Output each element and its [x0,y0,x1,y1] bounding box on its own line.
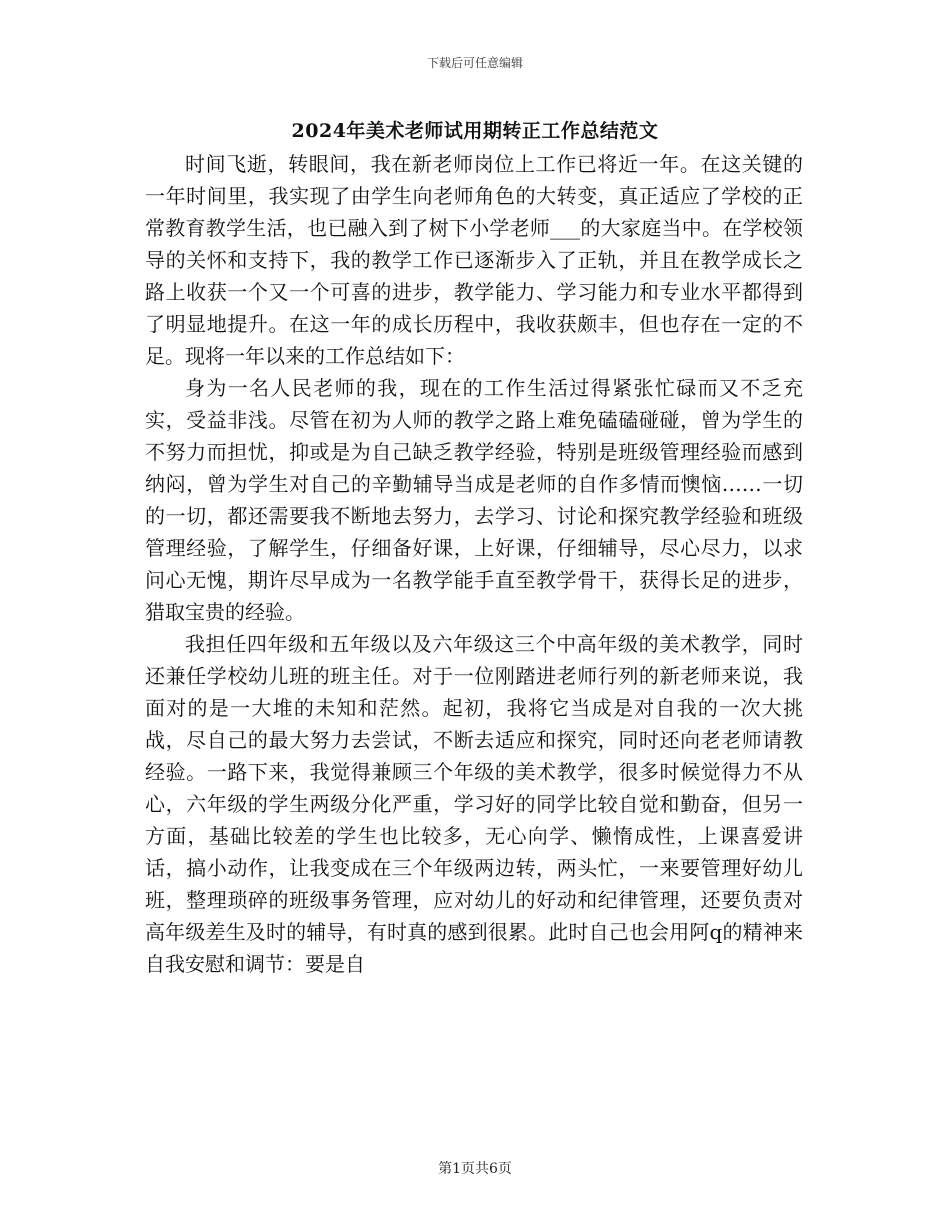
document-body [145,148,803,980]
paragraph-3: 我担任四年级和五年级以及六年级这三个中高年级的美术教学，同时还兼任学校幼儿班的班主任。对于一位刚踏进老师行列的新老师来说，我面对的是一大堆的未知和茫然。起初，我将它当成是对自我的一次大挑战，尽自己的最大努力去尝试，不断去适应和探究，同时还向老老师请教经验。一路下来，我觉得兼顾三个年级的美术教学，很多时候觉得力不从心，六年级的学生两级分化严重，学习好的同学比较自觉和勤奋，但另一方面，基础比较差的学生也比较多，无心向学、懒惰成性，上课喜爱讲话，搞小动作，让我变成在三个年级两边转，两头忙，一来要管理好幼儿班，整理琐碎的班级事务管理，应对幼儿的好动和纪律管理，还要负责对高年级差生及时的辅导，有时真的感到很累。此时自己也会用阿q的精神来自我安慰和调节：要是自 [145,632,803,976]
paragraph-2: 身为一名人民老师的我，现在的工作生活过得紧张忙碌而又不乏充实，受益非浅。尽管在初为人师的教学之路上难免磕磕碰碰，曾为学生的不努力而担忧，抑或是为自己缺乏教学经验，特别是班级管理经验而感到纳闷，曾为学生对自己的辛勤辅导当成是老师的自作多情而懊恼……一切的一切，都还需要我不断地去努力，去学习、讨论和探究教学经验和班级管理经验，了解学生，仔细备好课，上好课，仔细辅导，尽心尽力，以求问心无愧，期许尽早成为一名教学能手直至教学骨干，获得长足的进步，猎取宝贵的经验。 [145,376,803,624]
document-title: 2024年美术老师试用期转正工作总结范文 [291,120,659,142]
page-header-note: 下载后可任意编辑 [426,56,523,70]
page-number-footer: 第1页共6页 [438,1161,512,1177]
paragraph-1: 时间飞逝，转眼间，我在新老师岗位上工作已将近一年。在这关键的一年时间里，我实现了由学生向老师角色的大转变，真正适应了学校的正常教育教学生活，也已融入到了树下小学老师___的大家庭当中。在学校领导的关怀和支持下，我的教学工作已逐渐步入了正轨，并且在教学成长之路上收获一个又一个可喜的进步，教学能力、学习能力和专业水平都得到了明显地提升。在这一年的成长历程中，我收获颇丰，但也存在一定的不足。现将一年以来的工作总结如下： [145,152,803,368]
